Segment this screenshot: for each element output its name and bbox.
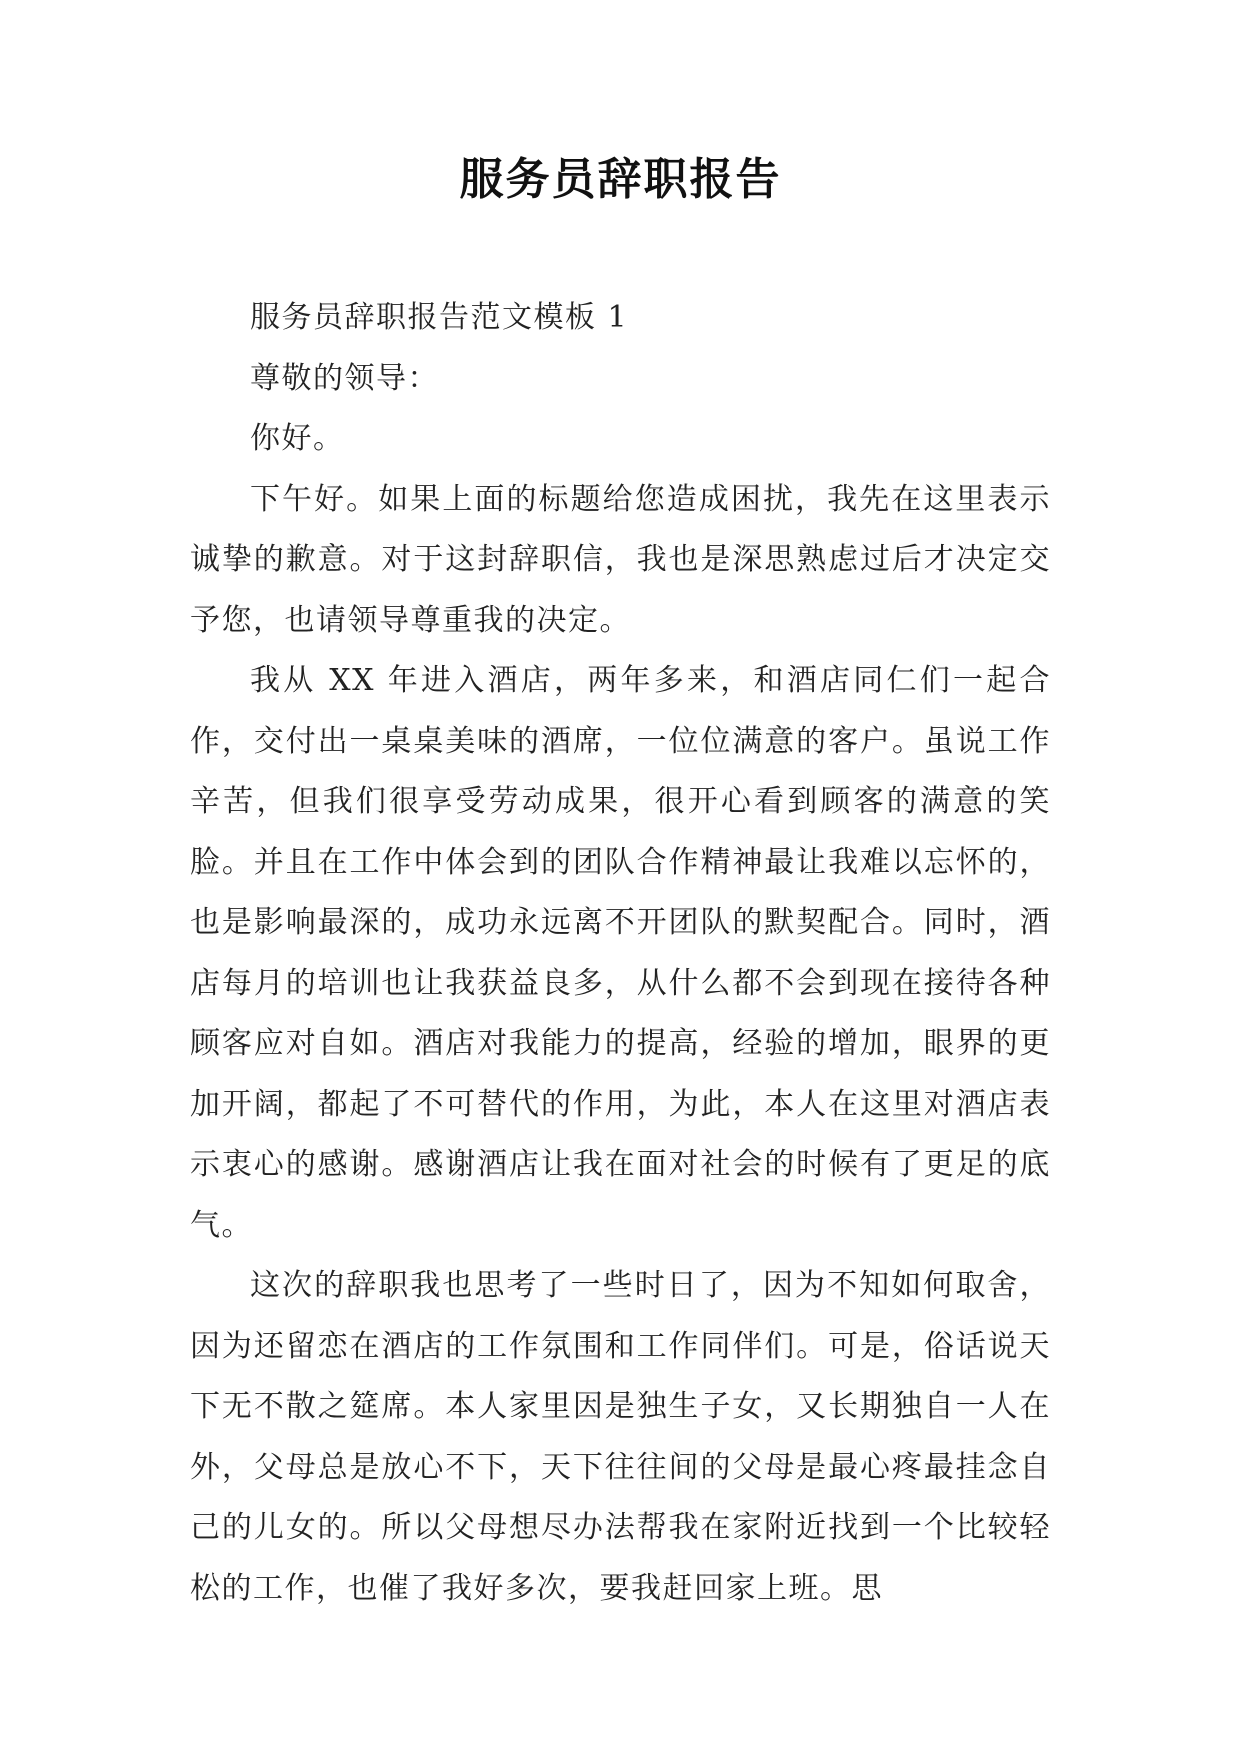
paragraph-body: 下午好。如果上面的标题给您造成困扰，我先在这里表示诚挚的歉意。对于这封辞职信，我也是深思熟虑过后才决定交予您，也请领导尊重我的决定。 bbox=[190, 481, 1051, 638]
paragraph-body: 我从 XX 年进入酒店，两年多来，和酒店同仁们一起合作，交付出一桌桌美味的酒席，一位位满意的客户。虽说工作辛苦，但我们很享受劳动成果，很开心看到顾客的满意的笑脸。并且在工作中体会到的团队合作精神最让我难以忘怀的，也是影响最深的，成功永远离不开团队的默契配合。同时，酒店每月的培训也让我获益良多，从什么都不会到现在接待各种顾客应对自如。酒店对我能力的提高，经验的增加，眼界的更加开阔，都起了不可替代的作用，为此，本人在这里对酒店表示衷心的感谢。感谢酒店让我在面对社会的时候有了更足的底气。 bbox=[190, 663, 1051, 1243]
document-title: 服务员辞职报告 bbox=[459, 154, 782, 205]
document-body bbox=[190, 288, 1051, 1619]
paragraph-salutation: 尊敬的领导： bbox=[250, 360, 439, 396]
paragraph-greeting: 你好。 bbox=[250, 421, 345, 456]
paragraph-body: 这次的辞职我也思考了一些时日了，因为不知如何取舍，因为还留恋在酒店的工作氛围和工作同伴们。可是，俗话说天下无不散之筵席。本人家里因是独生子女，又长期独自一人在外，父母总是放心不下，天下往往间的父母是最心疼最挂念自己的儿女的。所以父母想尽办法帮我在家附近找到一个比较轻松的工作，也催了我好多次，要我赶回家上班。思 bbox=[190, 1268, 1051, 1606]
paragraph-subtitle: 服务员辞职报告范文模板 1 bbox=[250, 300, 629, 335]
